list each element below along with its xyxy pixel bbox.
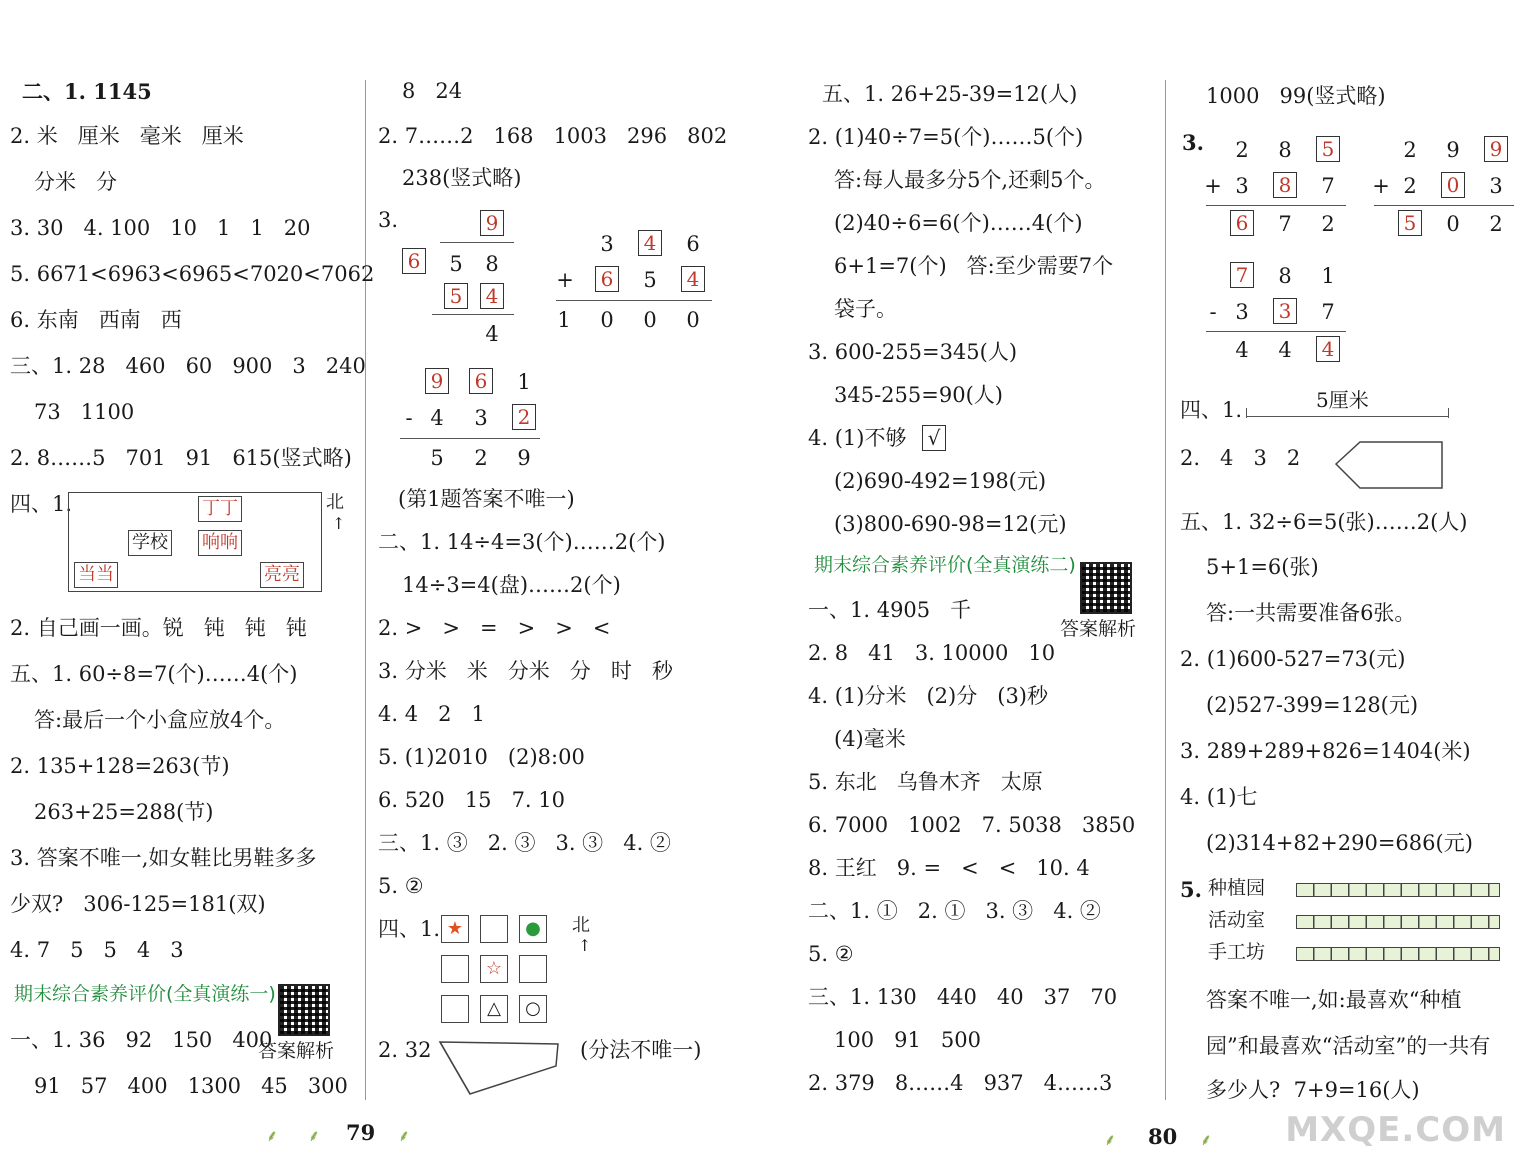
quadrilateral-figure: [430, 1036, 570, 1100]
digit: 0: [643, 308, 657, 332]
answer-line: 5. ②: [808, 942, 854, 966]
digit-box: 4: [681, 266, 705, 292]
answer-line: (3)800-690-98=12(元): [834, 512, 1067, 536]
answer-line: 2. > > = > > <: [378, 616, 611, 640]
answer-line: 3. 分米 米 分米 分 时 秒: [378, 659, 673, 683]
bar-label: 种植园: [1208, 877, 1266, 899]
answer-line: 5. (1)2010 (2)8:00: [378, 745, 585, 769]
star-outline-icon: ☆: [480, 955, 508, 983]
answer-line: 6+1=7(个) 答:至少需要7个: [834, 254, 1114, 278]
answer-line: (2)40÷6=6(个)……4(个): [834, 211, 1083, 235]
sprout-icon: ⸙: [308, 1126, 321, 1145]
empty-square: [519, 955, 547, 983]
circle-outline-icon: ○: [519, 995, 547, 1023]
digit: 1: [517, 370, 531, 394]
qr-code-icon: [278, 984, 330, 1036]
bar-label: 活动室: [1208, 909, 1266, 931]
answer-line: 14÷3=4(盘)……2(个): [402, 573, 621, 597]
answer-line: 2. 379 8……4 937 4……3: [808, 1071, 1113, 1095]
answer-line: 二、1. 14÷4=3(个)……2(个): [378, 530, 666, 554]
sprout-icon: ⸙: [266, 1126, 279, 1145]
answer-line: 8. 王红 9. = < < 10. 4: [808, 856, 1090, 880]
answer-line: 园”和最喜欢“活动室”的一共有: [1206, 1034, 1491, 1058]
map-label-dangdang: 当当: [74, 562, 118, 588]
answer-line: 分米 分: [34, 170, 118, 194]
answer-line: 二、1. ① 2. ① 3. ③ 4. ②: [808, 899, 1101, 923]
answer-line: (2)690-492=198(元): [834, 469, 1047, 493]
rule-line: [1374, 205, 1514, 206]
digit-box: 0: [1441, 172, 1465, 198]
answer-line: 答案不唯一,如:最喜欢“种植: [1206, 988, 1462, 1012]
empty-square: [441, 955, 469, 983]
digit: 8: [1278, 138, 1292, 162]
answer-line: 345-255=90(人): [834, 383, 1003, 407]
answer-line: 五、1. 32÷6=5(张)……2(人): [1180, 510, 1468, 534]
digit-box: 4: [638, 230, 662, 256]
answer-line: 3. 600-255=345(人): [808, 340, 1018, 364]
answer-line: 5. 6671<6963<6965<7020<7062: [10, 262, 375, 286]
digit: 3: [1235, 174, 1249, 198]
digit: 2: [1489, 212, 1503, 236]
answer-line: 少双? 306-125=181(双): [10, 892, 266, 916]
answer-line: 2. (1)40÷7=5(个)……5(个): [808, 125, 1084, 149]
digit: 1: [1321, 264, 1335, 288]
digit: 9: [517, 446, 531, 470]
north-arrow-icon: ↑: [332, 514, 346, 533]
page-number: 79: [346, 1120, 376, 1145]
digit: 8: [485, 252, 499, 276]
digit-box: 6: [402, 248, 426, 274]
operator: +: [556, 268, 574, 292]
digit: 9: [1446, 138, 1460, 162]
answer-line: 答:一共需要准备6张。: [1206, 601, 1416, 625]
answer-line: 3. 答案不唯一,如女鞋比男鞋多多: [10, 846, 317, 870]
digit-box: 5: [1398, 210, 1422, 236]
digit: 4: [1235, 338, 1249, 362]
answer-line: 91 57 400 1300 45 300: [34, 1074, 348, 1098]
operator: -: [405, 406, 413, 430]
answer-line: 2. 米 厘米 毫米 厘米: [10, 124, 244, 148]
digit: 6: [686, 232, 700, 256]
answer-line: 6. 7000 1002 7. 5038 3850: [808, 813, 1136, 837]
answer-line: 三、1. 130 440 40 37 70: [808, 985, 1118, 1009]
answer-line: 2. 32: [378, 1038, 432, 1062]
checkmark-icon: √: [922, 425, 946, 451]
column-divider: [365, 80, 366, 1100]
digit-box: 5: [444, 283, 468, 309]
answer-line: 238(竖式略): [402, 166, 522, 190]
digit-box: 6: [469, 368, 493, 394]
digit-box: 2: [512, 404, 536, 430]
answer-line: 二、1. 1145: [22, 79, 152, 104]
digit: 2: [1235, 138, 1249, 162]
digit-box: 6: [595, 266, 619, 292]
digit: 1: [557, 308, 571, 332]
digit: 0: [1446, 212, 1460, 236]
bar-track: [1296, 883, 1500, 897]
answer-line: 五、1. 26+25-39=12(人): [822, 82, 1078, 106]
section-heading: 期末综合素养评价(全真演练二): [814, 554, 1076, 576]
digit: 2: [1403, 174, 1417, 198]
rule-line: [400, 438, 540, 439]
rule-line: [432, 314, 514, 315]
digit: 0: [686, 308, 700, 332]
answer-line: 三、1. 28 460 60 900 3 240: [10, 354, 366, 378]
digit-box: 9: [480, 210, 504, 236]
north-label: 北: [572, 915, 590, 936]
watermark: MXQE.COM: [1285, 1110, 1506, 1150]
answer-line: 2. 7……2 168 1003 296 802: [378, 124, 728, 148]
answer-line: 3. 289+289+826=1404(米): [1180, 739, 1471, 763]
answer-line: 三、1. ③ 2. ③ 3. ③ 4. ②: [378, 831, 671, 855]
digit-box: 5: [1316, 136, 1340, 162]
answer-line: 73 1100: [34, 400, 135, 424]
answer-line: (2)527-399=128(元): [1206, 693, 1419, 717]
qr-caption: 答案解析: [258, 1040, 335, 1062]
empty-square: [480, 915, 508, 943]
answer-line: 3.: [378, 208, 399, 232]
digit: 2: [1403, 138, 1417, 162]
answer-line: 8 24: [402, 79, 463, 103]
answer-line: 3.: [1182, 130, 1204, 155]
answer-line: 四、1.: [10, 492, 73, 516]
digit: 8: [1278, 264, 1292, 288]
answer-line: 4. 7 5 5 4 3: [10, 938, 184, 962]
digit: 4: [1278, 338, 1292, 362]
digit: 2: [1321, 212, 1335, 236]
digit: 3: [1489, 174, 1503, 198]
sprout-icon: ⸙: [398, 1126, 411, 1145]
answer-line: 2. 135+128=263(节): [10, 754, 230, 778]
digit: 4: [485, 322, 499, 346]
segment-line: [1246, 416, 1448, 417]
answer-line: 五、1. 60÷8=7(个)……4(个): [10, 662, 298, 686]
answer-line: 一、1. 36 92 150 400: [10, 1028, 273, 1052]
answer-line: 5.: [1180, 877, 1202, 902]
north-label: 北: [326, 492, 344, 513]
answer-line: 5+1=6(张): [1206, 555, 1319, 579]
answer-line: 多少人? 7+9=16(人): [1206, 1078, 1420, 1102]
sprout-icon: ⸙: [1200, 1130, 1213, 1149]
operator: +: [1372, 174, 1390, 198]
answer-line: 5. 东北 乌鲁木齐 太原: [808, 770, 1043, 794]
answer-line: 4. (1)分米 (2)分 (3)秒: [808, 684, 1049, 708]
answer-line: (4)毫米: [834, 727, 906, 751]
answer-line: 3. 30 4. 100 10 1 1 20: [10, 216, 311, 240]
answer-line: 2. 8 41 3. 10000 10: [808, 641, 1056, 665]
north-arrow-icon: ↑: [578, 936, 592, 955]
answer-line: 袋子。: [834, 297, 897, 321]
digit: 7: [1278, 212, 1292, 236]
page-number: 80: [1148, 1124, 1178, 1149]
segment-tick: [1448, 408, 1449, 418]
answer-line: 4. (1)不够: [808, 426, 907, 450]
answer-line: 答:每人最多分5个,还剩5个。: [834, 168, 1106, 192]
digit-box: 9: [1484, 136, 1508, 162]
column-divider: [1165, 80, 1166, 1100]
digit: 7: [1321, 174, 1335, 198]
sprout-icon: ⸙: [1104, 1130, 1117, 1149]
answer-line: 6. 520 15 7. 10: [378, 788, 566, 812]
answer-line: 2. 4 3 2: [1180, 446, 1301, 470]
qr-caption: 答案解析: [1060, 618, 1137, 640]
answer-line: 2. 8……5 701 91 615(竖式略): [10, 446, 352, 470]
triangle-outline-icon: △: [480, 995, 508, 1023]
bar-track: [1296, 915, 1500, 929]
answer-line: 答:最后一个小盒应放4个。: [34, 708, 286, 732]
digit: 3: [1235, 300, 1249, 324]
digit: 3: [474, 406, 488, 430]
digit: 7: [1321, 300, 1335, 324]
digit: 2: [474, 446, 488, 470]
digit: 5: [430, 446, 444, 470]
rule-line: [1206, 331, 1346, 332]
answer-line: 1000 99(竖式略): [1206, 84, 1386, 108]
map-label-xiangxiang: 响响: [198, 530, 242, 556]
map-label-liangliang: 亮亮: [260, 562, 304, 588]
answer-line: 四、1.: [378, 917, 441, 941]
answer-line: 一、1. 4905 千: [808, 598, 972, 622]
answer-line: 四、1.: [1180, 398, 1243, 422]
answer-line: 6. 东南 西南 西: [10, 308, 182, 332]
section-heading: 期末综合素养评价(全真演练一): [14, 983, 276, 1005]
answer-line: 5. ②: [378, 874, 424, 898]
digit-box: 3: [1273, 298, 1297, 324]
empty-square: [441, 995, 469, 1023]
rule-line: [556, 300, 712, 301]
digit-box: 4: [480, 283, 504, 309]
digit-box: 4: [1316, 336, 1340, 362]
digit: 5: [449, 252, 463, 276]
digit: 4: [430, 406, 444, 430]
circle-filled-icon: ●: [519, 915, 547, 943]
operator: +: [1204, 174, 1222, 198]
segment-tick: [1246, 408, 1247, 418]
answer-line: 2. 自己画一画。锐 钝 钝 钝: [10, 616, 307, 640]
rule-line: [440, 242, 514, 243]
operator: -: [1209, 300, 1217, 324]
segment-label: 5厘米: [1316, 388, 1369, 412]
rule-line: [1206, 205, 1346, 206]
answer-line: 4. (1)七: [1180, 785, 1258, 809]
digit-box: 6: [1230, 210, 1254, 236]
map-label-school: 学校: [128, 530, 172, 556]
answer-line: (第1题答案不唯一): [398, 487, 575, 511]
answer-line: 4. 4 2 1: [378, 702, 485, 726]
answer-line: 263+25=288(节): [34, 800, 214, 824]
digit: 0: [600, 308, 614, 332]
digit: 5: [643, 268, 657, 292]
answer-line: 2. (1)600-527=73(元): [1180, 647, 1406, 671]
star-filled-icon: ★: [441, 915, 469, 943]
pentagon-shape: [1334, 440, 1446, 492]
digit-box: 8: [1273, 172, 1297, 198]
map-label-dingding: 丁丁: [198, 496, 242, 522]
answer-line: (2)314+82+290=686(元): [1206, 831, 1473, 855]
bar-track: [1296, 947, 1500, 961]
digit: 3: [600, 232, 614, 256]
qr-code-icon: [1080, 562, 1132, 614]
answer-line: (分法不唯一): [580, 1038, 702, 1062]
bar-label: 手工坊: [1208, 941, 1266, 963]
digit-box: 9: [425, 368, 449, 394]
digit-box: 7: [1230, 262, 1254, 288]
answer-line: 100 91 500: [834, 1028, 981, 1052]
